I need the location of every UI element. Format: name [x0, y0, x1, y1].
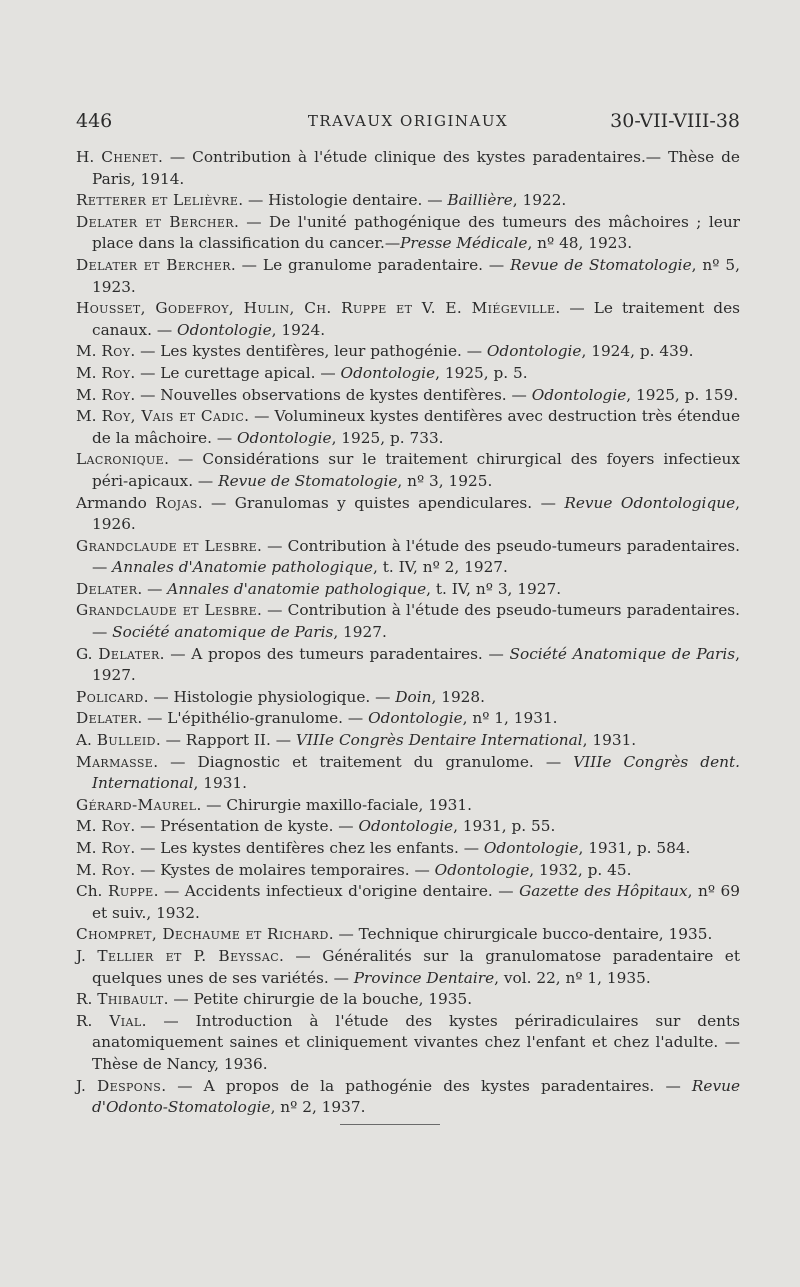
reference-source: VIIIe Congrès Dentaire International	[295, 731, 583, 750]
reference-author: Policard	[76, 687, 144, 706]
reference-source: Revue de Stomatologie	[510, 255, 692, 274]
reference-details: , 1928.	[431, 687, 486, 706]
reference-entry	[76, 147, 740, 190]
reference-text: . — Contribution à l'étude des pseudo-tumeurs paradentaires. —	[92, 601, 740, 642]
reference-author: Lacronique	[76, 450, 165, 469]
reference-author: Vial	[109, 1011, 142, 1030]
reference-source: Odontologie	[340, 363, 436, 382]
reference-source: Gazette des Hôpitaux	[519, 882, 688, 901]
reference-author: Rojas	[155, 493, 198, 512]
running-title: TRAVAUX ORIGINAUX	[307, 112, 509, 130]
reference-details: , nº 69 et suiv., 1932.	[92, 882, 740, 922]
reference-source: Revue de Stomatologie	[218, 471, 398, 490]
reference-text: . —	[137, 579, 168, 598]
reference-text: . — Nouvelles observations de kystes dentifères. —	[130, 385, 532, 404]
reference-entry	[76, 989, 740, 1011]
reference-author: Housset, Godefroy, Hulin, Ch. Ruppe et V. E. Miégeville	[76, 299, 556, 318]
reference-text: . — Le granulome paradentaire. —	[230, 255, 511, 274]
reference-text: . — Contribution à l'étude des pseudo-tumeurs paradentaires. —	[92, 536, 740, 577]
issue-date: 30-VII-VIII-38	[610, 110, 740, 132]
reference-text: . — A propos des tumeurs paradentaires. —	[159, 644, 510, 663]
reference-text: . — Présentation de kyste. —	[130, 817, 359, 836]
reference-text: . — Histologie dentaire. —	[238, 191, 448, 210]
reference-details: , 1932, p. 45.	[529, 860, 632, 879]
reference-author: Roy	[101, 860, 131, 879]
reference-source: Odontologie	[358, 817, 454, 836]
reference-source: Société anatomique de Paris	[112, 623, 334, 642]
reference-source: Annales d'anatomie pathologique	[167, 579, 427, 598]
reference-entry	[76, 449, 740, 492]
reference-author: Roy	[101, 363, 131, 382]
reference-author: Grandclaude et Lesbre	[76, 536, 258, 555]
reference-author: Delater	[76, 709, 138, 728]
reference-initial: H.	[76, 148, 102, 166]
reference-initial: Armando	[76, 493, 156, 512]
reference-entry	[76, 255, 740, 298]
reference-initial: R.	[76, 990, 98, 1009]
reference-text: . — Contribution à l'étude clinique des kystes paradentaires.— Thèse de Paris, 1914.	[92, 148, 740, 188]
reference-entry	[76, 212, 740, 255]
reference-source: Odontologie	[177, 320, 272, 339]
reference-details: , 1924, p. 439.	[581, 342, 694, 361]
reference-details: , nº 48, 1923.	[527, 234, 633, 253]
reference-text: . — Introduction à l'étude des kystes périradiculaires sur dents anatomiquement saines et cliniquement vivantes chez l'enfant et chez l'adulte. — Thèse de Nancy, 1936.	[92, 1011, 740, 1073]
reference-text: . — Kystes de molaires temporaires. —	[130, 860, 435, 879]
reference-details: , 1925, p. 733.	[331, 428, 444, 447]
reference-text: . — Rapport II. —	[155, 731, 296, 750]
reference-entry	[76, 708, 740, 730]
reference-text: . — Accidents infectieux d'origine dentaire. —	[153, 882, 520, 901]
reference-source: Revue Odontologique	[564, 493, 736, 512]
reference-entry	[76, 752, 740, 795]
reference-details: , 1922.	[512, 191, 567, 210]
page-header	[76, 106, 740, 136]
reference-source: Odontologie	[434, 860, 530, 879]
reference-initial: G.	[76, 644, 99, 663]
reference-text: . — Volumineux kystes dentifères avec destruction très étendue de la mâchoire. —	[92, 407, 741, 447]
reference-author: Ruppe	[107, 882, 154, 901]
reference-author: Delater	[76, 579, 138, 598]
reference-entry	[76, 406, 740, 449]
reference-author: Thibault	[97, 990, 164, 1009]
reference-initial: M.	[76, 839, 102, 857]
reference-details: , 1931, p. 55.	[453, 817, 556, 836]
reference-author: Tellier et P. Beyssac	[97, 946, 280, 965]
reference-source: Doin	[395, 687, 432, 706]
reference-text: . — Technique chirurgicale bucco-dentaire, 1935.	[328, 925, 713, 944]
reference-author: Gérard-Maurel	[76, 795, 197, 814]
reference-entry	[76, 363, 740, 385]
reference-source: Odontologie	[368, 709, 463, 728]
reference-entry	[76, 1011, 740, 1076]
end-rule	[340, 1124, 440, 1125]
reference-text: . — Granulomas y quistes apendiculares. —	[197, 493, 565, 512]
reference-entry	[76, 860, 740, 882]
reference-source: Baillière	[447, 191, 513, 210]
reference-source: Odontologie	[236, 428, 332, 447]
reference-initial: M.	[76, 407, 102, 426]
reference-text: . — Histologie physiologique. —	[143, 687, 396, 706]
reference-text: . — Les kystes dentifères, leur pathogénie. —	[130, 342, 487, 361]
reference-author: Delater et Bercher	[76, 212, 234, 231]
reference-entry	[76, 341, 740, 363]
reference-details: , 1931.	[582, 731, 637, 750]
reference-entry	[76, 730, 740, 752]
reference-details: , vol. 22, nº 1, 1935.	[494, 968, 651, 987]
reference-entry	[76, 881, 740, 924]
reference-source: Presse Médicale	[400, 234, 528, 253]
reference-author: Grandclaude et Lesbre	[76, 601, 258, 620]
reference-entry	[76, 536, 740, 579]
reference-details: , t. IV, nº 2, 1927.	[373, 558, 508, 577]
reference-source: Société Anatomique de Paris	[509, 644, 736, 663]
reference-initial: M.	[76, 363, 102, 382]
reference-initial: Ch.	[76, 882, 108, 901]
reference-text: . — Petite chirurgie de la bouche, 1935.	[163, 990, 473, 1009]
reference-text: . — Généralités sur la granulomatose paradentaire et quelques unes de ses variétés. —	[92, 946, 740, 987]
reference-initial: M.	[76, 860, 102, 879]
reference-author: Roy	[101, 385, 131, 404]
reference-details: , nº 2, 1937.	[270, 1098, 366, 1117]
reference-details: , 1931, p. 584.	[578, 839, 691, 857]
reference-initial: M.	[76, 817, 102, 836]
reference-text: . — Chirurgie maxillo-faciale, 1931.	[196, 795, 472, 814]
reference-initial: M.	[76, 342, 102, 361]
reference-author: Chenet	[101, 148, 158, 166]
reference-text: . — Le traitement des canaux. —	[92, 299, 740, 339]
reference-details: , 1927.	[333, 623, 387, 642]
reference-initial: R.	[76, 1011, 110, 1030]
reference-entry	[76, 579, 740, 601]
reference-author: Chompret, Dechaume et Richard	[76, 925, 329, 944]
reference-author: Bulleid	[96, 731, 156, 750]
reference-details: , nº 1, 1931.	[462, 709, 558, 728]
reference-source: Province Dentaire	[353, 968, 495, 987]
reference-entry	[76, 600, 740, 643]
reference-text: . — Diagnostic et traitement du granulome. —	[153, 752, 574, 771]
reference-text: . — Le curettage apical. —	[130, 363, 341, 382]
reference-initial: J.	[76, 946, 98, 965]
reference-entry	[76, 816, 740, 838]
reference-details: , 1931.	[193, 774, 248, 793]
reference-entry	[76, 385, 740, 407]
reference-initial: A.	[76, 731, 97, 750]
reference-author: Marmasse	[76, 752, 154, 771]
reference-details: , nº 3, 1925.	[397, 471, 493, 490]
reference-initial: J.	[76, 1076, 97, 1095]
reference-author: Roy, Vais et Cadic	[101, 407, 245, 426]
reference-entry	[76, 687, 740, 709]
reference-author: Roy	[101, 839, 131, 857]
reference-entry	[76, 190, 740, 212]
reference-details: , 1926.	[92, 493, 741, 534]
reference-author: Retterer et Lelièvre	[76, 191, 239, 210]
reference-author: Despons	[96, 1076, 162, 1095]
reference-entry	[76, 946, 740, 989]
reference-entry	[76, 838, 740, 860]
reference-entry	[76, 795, 740, 817]
reference-details: , 1927.	[92, 644, 740, 685]
reference-author: Roy	[101, 817, 131, 836]
reference-author: Delater	[98, 644, 160, 663]
reference-source: VIIIe Congrès dent. International	[92, 752, 740, 793]
reference-details: , 1925, p. 5.	[435, 363, 528, 382]
reference-source: Odontologie	[483, 839, 579, 857]
reference-entry	[76, 644, 740, 687]
reference-details: , nº 5, 1923.	[92, 255, 741, 296]
reference-text: . — De l'unité pathogénique des tumeurs des mâchoires ; leur place dans la classification du cancer.—	[92, 212, 740, 253]
reference-details: , t. IV, nº 3, 1927.	[426, 579, 562, 598]
reference-text: . — Considérations sur le traitement chirurgical des foyers infectieux péri-apicaux. —	[92, 450, 740, 490]
reference-initial: M.	[76, 385, 102, 404]
reference-entry	[76, 493, 740, 536]
reference-source: Revue d'Odonto-Stomatologie	[92, 1076, 741, 1117]
reference-author: Delater et Bercher	[76, 255, 231, 274]
reference-details: , 1925, p. 159.	[626, 385, 739, 404]
reference-author: Roy	[101, 342, 131, 361]
reference-details: , 1924.	[271, 320, 326, 339]
reference-entry	[76, 924, 740, 946]
reference-text: . — A propos de la pathogénie des kystes paradentaires. —	[161, 1076, 692, 1095]
reference-entry	[76, 1076, 740, 1119]
reference-source: Odontologie	[486, 342, 582, 361]
reference-text: . — Les kystes dentifères chez les enfants. —	[130, 839, 484, 857]
reference-text: . — L'épithélio-granulome. —	[137, 709, 369, 728]
reference-source: Annales d'Anatomie pathologique	[112, 558, 373, 577]
reference-source: Odontologie	[531, 385, 627, 404]
reference-entry	[76, 298, 740, 341]
page-number: 446	[76, 110, 113, 132]
reference-list	[76, 147, 740, 1119]
